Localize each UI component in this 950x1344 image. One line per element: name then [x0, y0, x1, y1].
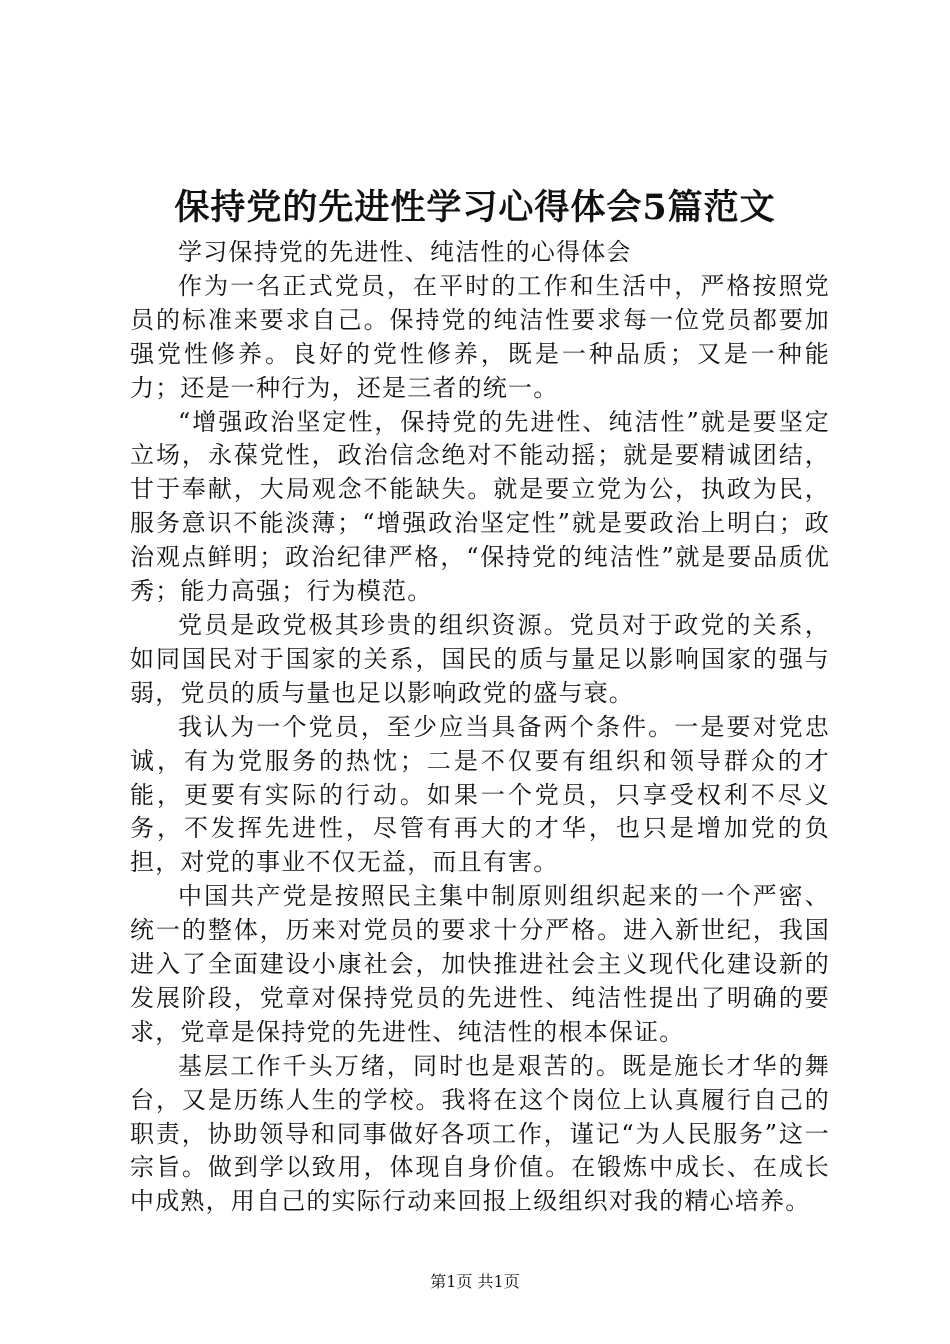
paragraph: 作为一名正式党员，在平时的工作和生活中，严格按照党员的标准来要求自己。保持党的纯洁性要求每一位党员都要加强党性修养。良好的党性修养，既是一种品质；又是一种能力；还是一种行为，还是三者的统一。	[130, 271, 830, 402]
paragraph: 我认为一个党员，至少应当具备两个条件。一是要对党忠诚，有为党服务的热忱；二是不仅要有组织和领导群众的才能，更要有实际的行动。如果一个党员，只享受权利不尽义务，不发挥先进性，尽管有再大的才华，也只是增加党的负担，对党的事业不仅无益，而且有害。	[130, 712, 830, 877]
page-footer: 第1页 共1页	[430, 1272, 520, 1291]
paragraph: “增强政治坚定性，保持党的先进性、纯洁性”就是要坚定立场，永葆党性，政治信念绝对不能动摇；就是要精诚团结，甘于奉献，大局观念不能缺失。就是要立党为公，执政为民，服务意识不能淡薄；“增强政治坚定性”就是要政治上明白；政治观点鲜明；政治纪律严格，“保持党的纯洁性”就是要品质优秀；能力高强；行为模范。	[130, 407, 830, 606]
paragraph: 党员是政党极其珍贵的组织资源。党员对于政党的关系，如同国民对于国家的关系，国民的质与量足以影响国家的强与弱，党员的质与量也足以影响政党的盛与衰。	[130, 610, 830, 707]
paragraph-subtitle: 学习保持党的先进性、纯洁性的心得体会	[178, 238, 632, 266]
document-title: 保持党的先进性学习心得体会5篇范文	[174, 187, 776, 228]
paragraph: 中国共产党是按照民主集中制原则组织起来的一个严密、统一的整体，历来对党员的要求十分严格。进入新世纪，我国进入了全面建设小康社会，加快推进社会主义现代化建设新的发展阶段，党章对保持党员的先进性、纯洁性提出了明确的要求，党章是保持党的先进性、纯洁性的根本保证。	[130, 882, 830, 1046]
paragraph: 基层工作千头万绪，同时也是艰苦的。既是施长才华的舞台，又是历练人生的学校。我将在这个岗位上认真履行自己的职责，协助领导和同事做好各项工作，谨记“为人民服务”这一宗旨。做到学以致用，体现自身价值。在锻炼中成长、在成长中成熟，用自己的实际行动来回报上级组织对我的精心培养。	[130, 1051, 830, 1216]
document-body	[130, 236, 830, 1219]
